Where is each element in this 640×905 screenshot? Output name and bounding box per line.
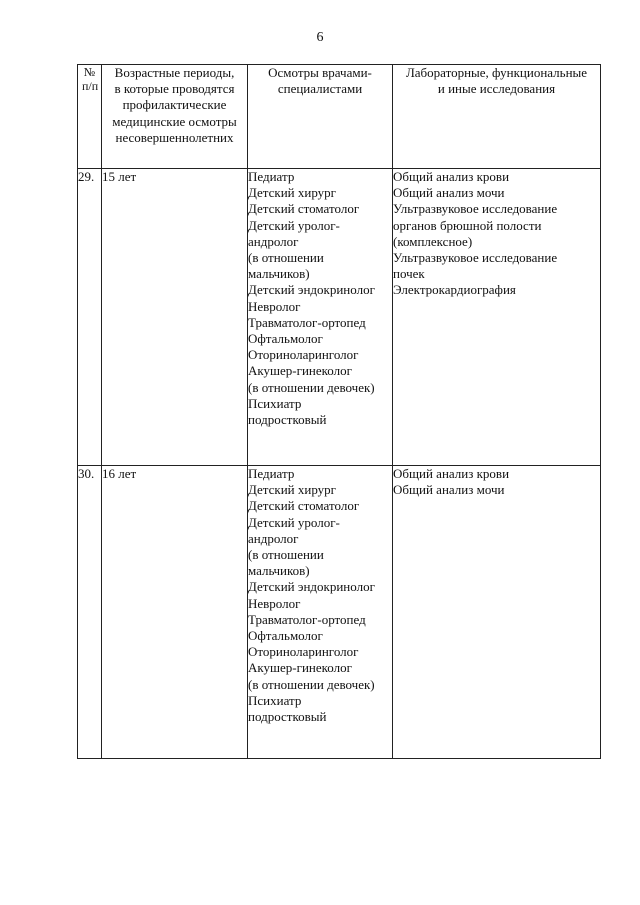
text-line: (в отношении	[248, 547, 324, 563]
text-line: мальчиков)	[248, 266, 310, 282]
text-line: Травматолог-ортопед	[248, 611, 366, 627]
text-line: Акушер-гинеколог	[248, 363, 352, 379]
text-line: андролог	[248, 530, 299, 546]
text-line: Детский эндокринолог	[248, 579, 375, 595]
text-line: п/п	[82, 79, 99, 93]
text-line: Детский стоматолог	[248, 201, 360, 217]
header-age-periods	[102, 65, 248, 169]
text-line: Акушер-гинеколог	[248, 660, 352, 676]
text-line: Осмотры врачами-	[268, 65, 372, 80]
text-line: специалистами	[277, 81, 363, 97]
header-doctors	[248, 65, 393, 169]
text-line: Электрокардиография	[393, 282, 516, 298]
text-line: профилактические	[122, 97, 227, 113]
text-line: (в отношении девочек)	[248, 676, 375, 692]
text-line: Офтальмолог	[248, 331, 323, 347]
text-line: Детский хирург	[248, 185, 337, 201]
text-line: медицинские осмотры	[112, 113, 237, 129]
text-line: Детский уролог-	[248, 514, 340, 530]
text-line: Детский уролог-	[248, 217, 340, 233]
text-line: Общий анализ мочи	[393, 482, 505, 498]
text-line: Психиатр	[248, 692, 302, 708]
header-number	[78, 65, 102, 169]
page-number: 6	[316, 30, 324, 45]
text-line: Ультразвуковое исследование	[393, 201, 558, 217]
text-line: Детский стоматолог	[248, 498, 360, 514]
row-number: 30.	[78, 466, 102, 759]
text-line: в которые проводятся	[114, 81, 235, 97]
header-lab	[393, 65, 601, 169]
text-line: Детский эндокринолог	[248, 282, 375, 298]
row-age: 15 лет	[102, 169, 248, 466]
row-doctors	[248, 169, 393, 466]
text-line: Общий анализ крови	[393, 169, 510, 184]
text-line: подростковый	[248, 412, 327, 428]
text-line: и иные исследования	[437, 81, 556, 97]
text-line: Оториноларинголог	[248, 644, 359, 660]
text-line: (в отношении девочек)	[248, 379, 375, 395]
text-line: Общий анализ крови	[393, 466, 510, 481]
text-line: подростковый	[248, 709, 327, 725]
row-age: 16 лет	[102, 466, 248, 759]
text-line: Возрастные периоды,	[114, 65, 235, 80]
text-line: Невролог	[248, 595, 301, 611]
table-row	[78, 169, 601, 466]
text-line: Травматолог-ортопед	[248, 314, 366, 330]
text-line: Общий анализ мочи	[393, 185, 505, 201]
table-row	[78, 466, 601, 759]
text-line: органов брюшной полости	[393, 217, 542, 233]
row-doctors	[248, 466, 393, 759]
text-line: Офтальмолог	[248, 628, 323, 644]
text-line: Педиатр	[248, 466, 295, 481]
text-line: Детский хирург	[248, 482, 337, 498]
row-lab	[393, 466, 601, 759]
text-line: №	[83, 65, 96, 79]
text-line: почек	[393, 266, 425, 282]
text-line: Психиатр	[248, 395, 302, 411]
text-line: андролог	[248, 233, 299, 249]
text-line: Лабораторные, функциональные	[405, 65, 588, 80]
row-number: 29.	[78, 169, 102, 466]
text-line: Невролог	[248, 298, 301, 314]
row-lab	[393, 169, 601, 466]
text-line: (комплексное)	[393, 233, 473, 249]
text-line: мальчиков)	[248, 563, 310, 579]
text-line: Ультразвуковое исследование	[393, 250, 558, 266]
text-line: Педиатр	[248, 169, 295, 184]
text-line: несовершеннолетних	[115, 129, 234, 145]
table-header-row	[78, 65, 601, 169]
text-line: (в отношении	[248, 250, 324, 266]
text-line: Оториноларинголог	[248, 347, 359, 363]
examination-table	[77, 64, 601, 759]
